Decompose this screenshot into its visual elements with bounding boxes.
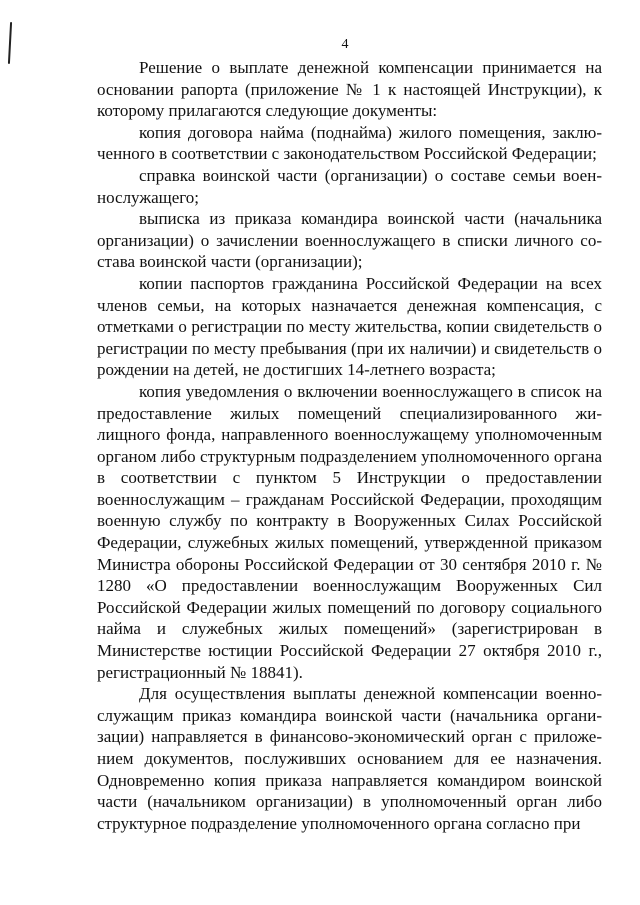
paragraph-passport-copies: копии паспортов гражданина Российской Федерации на всех членов семьи, на которых назначается денежная компенсация, с отметками о регистрации по месту жительства, копии свидетельств о регистрации по месту пребывания (при их наличии) и свидетельств о рождении на детей, не достигших 14-летнего возраста; — [97, 273, 602, 380]
paragraph-payment-procedure: Для осуществления выплаты денежной компенсации военнослужащим приказ командира воинской части (начальника организации) направляется в финансово-экономический орган с приложением документов, послуживших основанием для ее назначения. Одновременно копия приказа направляется командиром воинской части (начальником организации) в уполномоченный орган либо структурное подразделение уполномоченного органа согласно при — [97, 684, 602, 833]
paragraph-family-certificate: справка воинской части (организации) о составе семьи военнослужащего; — [97, 165, 602, 207]
paragraph-notification-copy: копия уведомления о включении военнослужащего в список на предоставление жилых помещений специализированного жилищного фонда, направленного военнослужащему уполномоченным органом либо структурным подразделением уполномоченного органа в соответствии с пунктом 5 Инструкции о предоставлении военнослужащим – гражданам Российской Федерации, проходящим военную службу по контракту в Вооруженных Силах Российской Федерации, служебных жилых помещений, утвержденной приказом Министра обороны Российской Федерации от 30 сентября 2010 г. № 1280 «О предоставлении военнослужащим Вооруженных Сил Российской Федерации жилых помещений по договору социального найма и служебных жилых помещений» (зарегистрирован в Министерстве юстиции Российской Федерации 27 октября 2010 г., регистрационный № 18841). — [97, 381, 602, 682]
paragraph-decision-basis: Решение о выплате денежной компенсации принимается на основании рапорта (приложение № 1 к настоящей Инструкции), к которому прилагаются следующие документы: — [97, 58, 602, 121]
paragraph-lease-copy: копия договора найма (поднайма) жилого помещения, заключенного в соответствии с законодательством Российской Федерации; — [97, 122, 602, 164]
paragraph-order-extract: выписка из приказа командира воинской части (начальника организации) о зачислении военнослужащего в списки личного состава воинской части (организации); — [97, 209, 602, 272]
document-body — [97, 57, 602, 834]
page-number: 4 — [341, 37, 349, 52]
